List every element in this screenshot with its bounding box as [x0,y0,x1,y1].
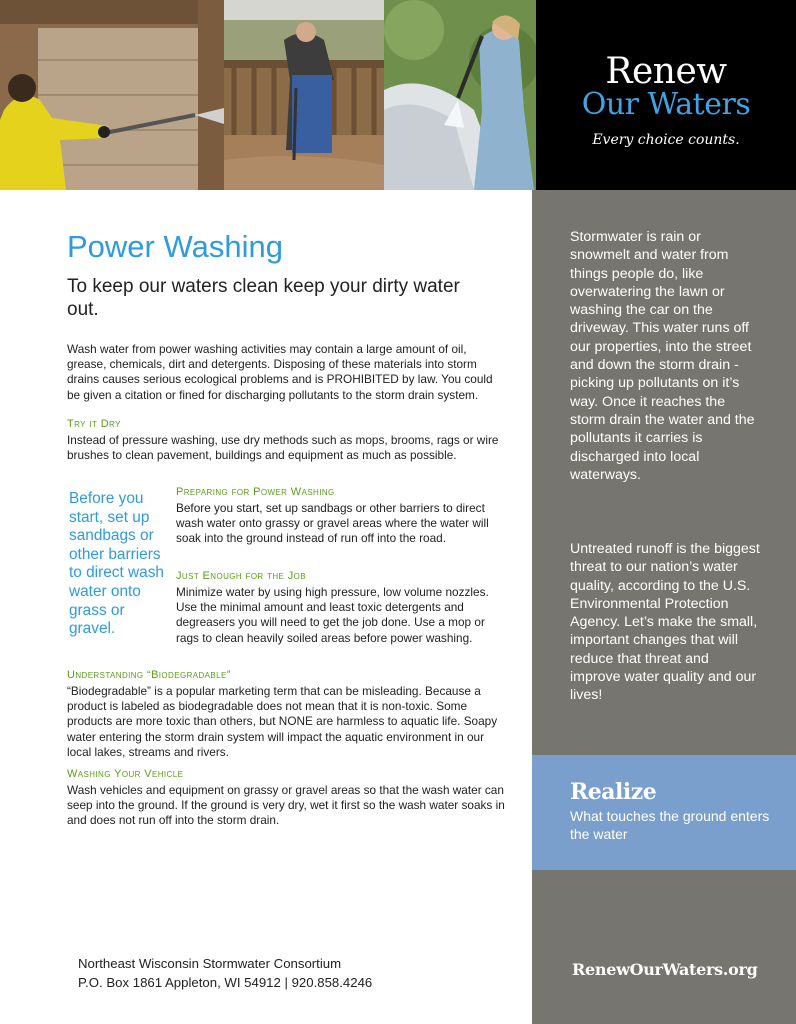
realize-text: What touches the ground enters the water [570,808,770,842]
logo-block [536,0,796,190]
section-heading-washing-vehicle: Washing Your Vehicle [67,768,184,780]
photo-power-washing-deck [224,0,384,190]
intro-paragraph: Wash water from power washing activities may contain a large amount of oil, grease, chemicals, dirt and detergents. Disposing of these materials into storm drains causes serious ecological problems and is PROHIBITED by law. You could be given a citation or fined for discharging pollutants to the storm drain system. [67,342,493,402]
sidebar-paragraph-runoff: Untreated runoff is the biggest threat to our nation’s water quality, according to the U.S. Environmental Protection Agency. Let’s make the small, important changes that will reduce that threat and improve water quality and our lives! [570,541,760,704]
pull-quote: Before you start, set up sandbags or other barriers to direct wash water onto grass or gravel. [69,490,164,638]
sidebar-paragraph-stormwater: Stormwater is rain or snowmelt and water from things people do, like overwatering the lawn or washing the car on the driveway. This water runs off our properties, into the street and down the storm drain - picking up pollutants on it’s way. Once it reaches the storm drain the water and the pollutants it carries is discharged into local waterways. [570,229,755,483]
logo-our-waters-text: Our Waters [581,87,751,122]
realize-box [532,755,796,870]
photo-strip [0,0,536,190]
logo-tagline: Every choice counts. [592,132,740,148]
section-heading-biodegradable: Understanding “Biodegradable” [67,669,231,681]
footer-address: P.O. Box 1861 Appleton, WI 54912 | 920.858.4246 [78,975,373,990]
section-body-try-it-dry: Instead of pressure washing, use dry methods such as mops, brooms, rags or wire brushes to clean pavement, buildings and equipment as much as possible. [67,433,499,463]
section-body-preparing: Before you start, set up sandbags or other barriers to direct wash water onto grassy or gravel areas where the water will soak into the ground instead of run off into the road. [176,501,489,546]
section-body-biodegradable: “Biodegradable” is a popular marketing term that can be misleading. Because a product is labeled as biodegradable does not mean that it is non-toxic. Some products are more toxic than others, but NONE are harmless to aquatic life. Soapy water entering the storm drain system will impact the aquatic environment in our local lakes, streams and rivers. [67,684,498,759]
footer-organization: Northeast Wisconsin Stormwater Consortium [78,956,342,971]
logo-renew-text: Renew [605,51,727,92]
sidebar [532,190,796,1024]
realize-title: Realize [570,779,657,805]
section-body-just-enough: Minimize water by using high pressure, low volume nozzles. Use the minimal amount and least toxic detergents and degreasers you will need to get the job done. Use a mop or rags to clean heavily soiled areas before power washing. [176,585,489,645]
section-body-washing-vehicle: Wash vehicles and equipment on grassy or gravel areas so that the wash water can seep into the ground. If the ground is very dry, wet it first so the wash water soaks in and does not run off into the storm drain. [67,783,505,828]
page-subtitle: To keep our waters clean keep your dirty water out. [67,276,460,320]
section-heading-just-enough: Just Enough for the Job [176,570,306,582]
section-heading-preparing: Preparing for Power Washing [176,486,335,498]
page-title: Power Washing [67,229,283,264]
photo-power-washing-garage-door [0,0,224,190]
website-link[interactable]: RenewOurWaters.org [572,960,758,979]
photo-washing-car [384,0,536,190]
section-heading-try-it-dry: Try it Dry [67,418,121,430]
